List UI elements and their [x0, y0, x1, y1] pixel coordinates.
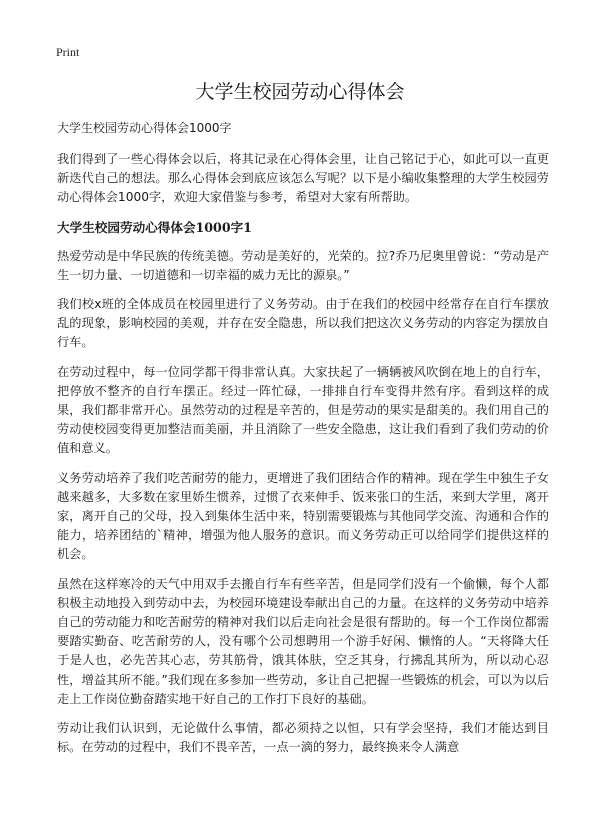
- body-paragraph: 我们校x班的全体成员在校园里进行了义务劳动。由于在我们的校园中经常存在自行车摆放乱的现象，影响校园的美观，并存在安全隐患，所以我们把这次义务劳动的内容定为摆放自行车。: [57, 297, 549, 350]
- section-heading: 大学生校园劳动心得体会1000字1: [57, 219, 252, 235]
- body-paragraph: 劳动让我们认识到，无论做什么事情，都必须持之以恒，只有学会坚持，我们才能达到目标。在劳动的过程中，我们不畏辛苦，一点一滴的努力，最终换来令人满意: [57, 721, 549, 755]
- body-paragraph: 虽然在这样寒冷的天气中用双手去搬自行车有些辛苦，但是同学们没有一个偷懒，每个人都积极主动地投入到劳动中去，为校园环境建设奉献出自己的力量。在这样的义务劳动中培养自己的劳动能力和吃苦耐劳的精神对我们以后走向社会是很有帮助的。每一个工作岗位都需要踏实勤奋、吃苦耐劳的人，没有哪个公司想聘用一个游手好闲、懒惰的人。“天将降大任于是人也，必先苦其心志，劳其筋骨，饿其体肤，空乏其身，行拂乱其所为，所以动心忍性，增益其所不能。”我们现在多参加一些劳动，多让自己把握一些锻炼的机会，可以为以后走上工作岗位勤奋踏实地干好自己的工作打下良好的基础。: [57, 576, 549, 706]
- intro-paragraph: 我们得到了一些心得体会以后，将其记录在心得体会里，让自己铭记于心，如此可以一直更新迭代自己的想法。那么心得体会到底应该怎么写呢？以下是小编收集整理的大学生校园劳动心得体会1000字，欢迎大家借鉴与参考，希望对大家有所帮助。: [57, 152, 549, 205]
- print-link[interactable]: Print: [56, 45, 80, 59]
- body-paragraph: 义务劳动培养了我们吃苦耐劳的能力，更增进了我们团结合作的精神。现在学生中独生子女越来越多，大多数在家里娇生惯养，过惯了衣来伸手、饭来张口的生活，来到大学里，离开家，离开自己的父母，投入到集体生活中来，特别需要锻炼与其他同学交流、沟通和合作的能力，培养团结的`精神，增强为他人服务的意识。而义务劳动正可以给同学们提供这样的机会。: [57, 470, 549, 562]
- body-paragraph: 在劳动过程中，每一位同学都干得非常认真。大家扶起了一辆辆被风吹倒在地上的自行车，把停放不整齐的自行车摆正。经过一阵忙碌，一排排自行车变得井然有序。看到这样的成果，我们都非常开心。虽然劳动的过程是辛苦的，但是劳动的果实是甜美的。我们用自己的劳动使校园变得更加整洁而美丽，并且消除了一些安全隐患，这让我们看到了我们劳动的价值和意义。: [57, 364, 549, 456]
- article-body: [57, 150, 549, 767]
- body-paragraph: 热爱劳动是中华民族的传统美德。劳动是美好的，光荣的。拉?乔乃尼奥里曾说：“劳动是产生一切力量、一切道德和一切幸福的威力无比的源泉。”: [57, 248, 549, 282]
- subtitle: 大学生校园劳动心得体会1000字: [57, 121, 232, 135]
- page-title: 大学生校园劳动心得体会: [195, 81, 405, 103]
